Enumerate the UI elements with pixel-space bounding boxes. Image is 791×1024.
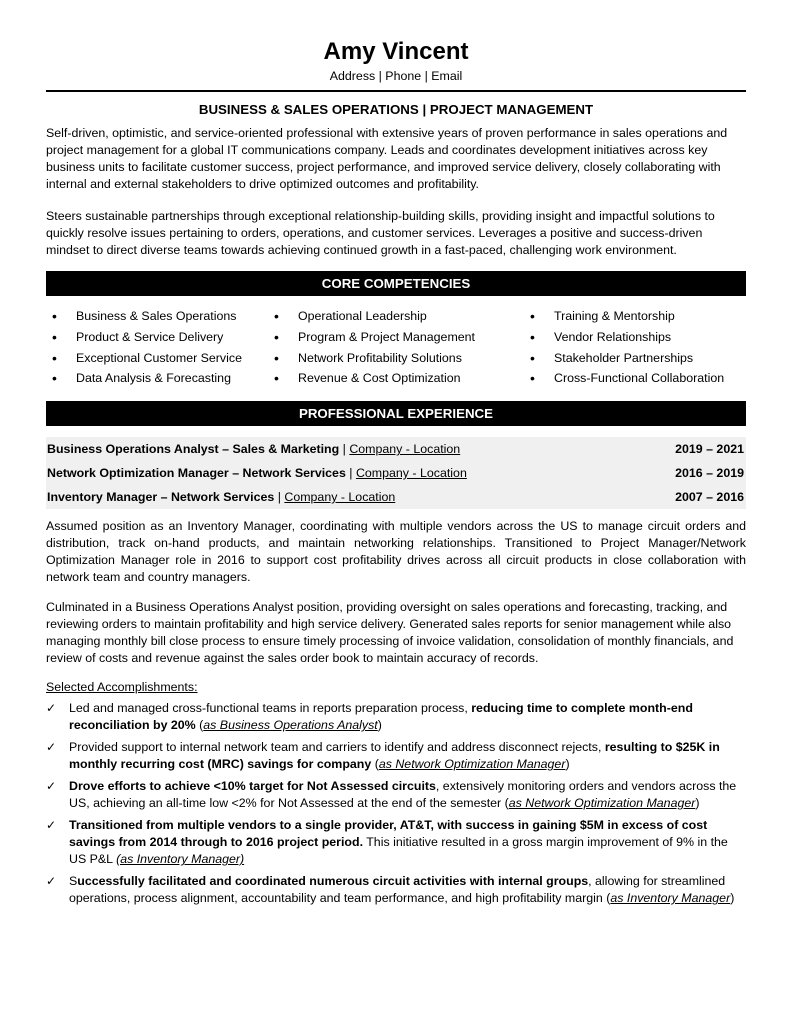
- accomplishment-text: , extensively monitoring orders and vendors across the US, achieving an all-time low <2% for Not Assessed at the end of the semester (: [69, 779, 737, 811]
- experience-paragraph-1: Assumed position as an Inventory Manager, coordinating with multiple vendors across the US to manage circuit orders and distribution, track on-hand products, and maintain networking relationships. Transitioned to Project Manager/Network Optimization Manager role in 2016 to support cost profitability drives across all circuit products in close collaboration with network team and country managers.: [46, 519, 746, 585]
- job-separator: |: [345, 466, 356, 481]
- accomplishment-text: Led and managed cross-functional teams in reports preparation process,: [69, 701, 472, 716]
- accomplishment-text: S: [69, 874, 78, 889]
- accomplishment-text: ): [565, 757, 570, 772]
- accomplishment-item: [46, 700, 746, 734]
- accomplishment-text: (: [195, 718, 204, 733]
- accomplishment-role: (as Inventory Manager): [116, 852, 245, 867]
- job-heading: [47, 461, 467, 485]
- accomplishment-text: This initiative resulted in a gross margin improvement of 9% in the US P&L: [69, 835, 728, 867]
- accomplishment-highlight: Transitioned from multiple vendors to a single provider, AT&T, with success in gaining $5M in excess of cost savings from 2014 through to 2016 project period.: [69, 818, 708, 850]
- accomplishment-highlight: uccessfully facilitated and coordinated numerous circuit activities with internal groups: [77, 874, 589, 889]
- job-row: [46, 461, 746, 485]
- job-dates: 2019 – 2021: [675, 442, 744, 457]
- professional-experience-heading: PROFESSIONAL EXPERIENCE: [46, 401, 746, 426]
- job-company-location: Company - Location: [284, 490, 396, 505]
- job-title: Network Optimization Manager – Network Services: [47, 466, 346, 481]
- accomplishment-text: Provided support to internal network team and carriers to identify and address disconnect rejects,: [69, 740, 605, 755]
- accomplishments-list: [46, 700, 746, 907]
- checkmark-icon: ✓: [46, 701, 57, 716]
- job-list: [46, 437, 746, 509]
- accomplishment-item: [46, 817, 746, 868]
- competencies-column-3: [524, 306, 746, 389]
- competency-item: • Network Profitability Solutions: [268, 348, 524, 369]
- accomplishment-highlight: resulting to $25K in monthly recurring cost (MRC) savings for company: [69, 740, 720, 772]
- accomplishment-highlight: Drove efforts to achieve <10% target for Not Assessed circuits: [69, 779, 436, 794]
- competency-item: • Exceptional Customer Service: [46, 348, 268, 369]
- header-divider: [46, 90, 746, 92]
- experience-paragraph-2: Culminated in a Business Operations Analyst position, providing oversight on sales operations and forecasting, tracking, and reviewing orders to maintain profitability and high service delivery. Generated sales reports for senior management while also managing monthly bill close process to ensure timely processing of invoice validation, consolidation of monthly financials, and review of costs and revenue against the sales order book to maintain accuracy of records.: [46, 600, 734, 666]
- checkmark-icon: ✓: [46, 874, 57, 889]
- contact-line: Address | Phone | Email: [329, 69, 463, 83]
- competency-item: • Program & Project Management: [268, 327, 524, 348]
- job-heading: [47, 437, 460, 461]
- job-title: Inventory Manager – Network Services: [47, 490, 275, 505]
- competencies-column-2: [268, 306, 524, 389]
- checkmark-icon: ✓: [46, 779, 57, 794]
- accomplishment-text: ): [730, 891, 735, 906]
- competency-item: • Training & Mentorship: [524, 306, 746, 327]
- checkmark-icon: ✓: [46, 818, 57, 833]
- summary-paragraph-2: Steers sustainable partnerships through exceptional relationship-building skills, providing insight and impactful solutions to quickly resolve issues pertaining to orders, operations, and customer services. Leverages a positive and success-driven mindset to direct diverse teams towards achieving continued growth in a fast-paced, challenging work environment.: [46, 209, 715, 257]
- accomplishment-text: , allowing for streamlined operations, process alignment, accountability and team performance, and high profitability margin (: [69, 874, 726, 906]
- job-dates: 2007 – 2016: [675, 490, 744, 505]
- accomplishment-highlight: reducing time to complete month-end reconciliation by 20%: [69, 701, 693, 733]
- core-competencies-heading: CORE COMPETENCIES: [46, 271, 746, 296]
- accomplishment-item: [46, 739, 746, 773]
- job-title: Business Operations Analyst – Sales & Marketing: [47, 442, 340, 457]
- accomplishment-role: as Inventory Manager: [610, 891, 731, 906]
- competency-item: • Business & Sales Operations: [46, 306, 268, 327]
- competencies-grid: [46, 306, 746, 389]
- job-separator: |: [339, 442, 350, 457]
- resume-page: [46, 0, 746, 912]
- job-separator: |: [274, 490, 285, 505]
- candidate-name: Amy Vincent: [323, 38, 469, 65]
- job-company-location: Company - Location: [355, 466, 467, 481]
- job-company-location: Company - Location: [349, 442, 461, 457]
- accomplishment-text: ): [695, 796, 700, 811]
- job-row: [46, 485, 746, 509]
- competencies-column-1: [46, 306, 268, 389]
- competency-item: • Data Analysis & Forecasting: [46, 368, 268, 389]
- competency-item: • Revenue & Cost Optimization: [268, 368, 524, 389]
- job-heading: [47, 485, 395, 509]
- competency-item: • Stakeholder Partnerships: [524, 348, 746, 369]
- accomplishment-role: as Network Optimization Manager: [508, 796, 696, 811]
- competency-item: • Product & Service Delivery: [46, 327, 268, 348]
- accomplishment-text: ): [377, 718, 382, 733]
- job-dates: 2016 – 2019: [675, 466, 744, 481]
- checkmark-icon: ✓: [46, 740, 57, 755]
- job-row: [46, 437, 746, 461]
- summary-paragraph-1: Self-driven, optimistic, and service-oriented professional with extensive years of proven performance in sales operations and project management for a global IT communications company. Leads and coordinates development initiatives across key business units to facilitate customer success, project performance, and improved service delivery, closely collaborating with internal and external stakeholders to drive optimized outcomes and profitability.: [46, 126, 728, 191]
- accomplishment-item: [46, 778, 746, 812]
- accomplishment-role: as Business Operations Analyst: [203, 718, 378, 733]
- competency-item: • Vendor Relationships: [524, 327, 746, 348]
- competency-item: • Operational Leadership: [268, 306, 524, 327]
- accomplishment-item: [46, 873, 746, 907]
- resume-headline: BUSINESS & SALES OPERATIONS | PROJECT MANAGEMENT: [198, 102, 594, 117]
- competency-item: • Cross-Functional Collaboration: [524, 368, 746, 389]
- accomplishments-heading: Selected Accomplishments:: [46, 680, 198, 695]
- accomplishment-text: (: [371, 757, 379, 772]
- accomplishment-role: as Network Optimization Manager: [378, 757, 566, 772]
